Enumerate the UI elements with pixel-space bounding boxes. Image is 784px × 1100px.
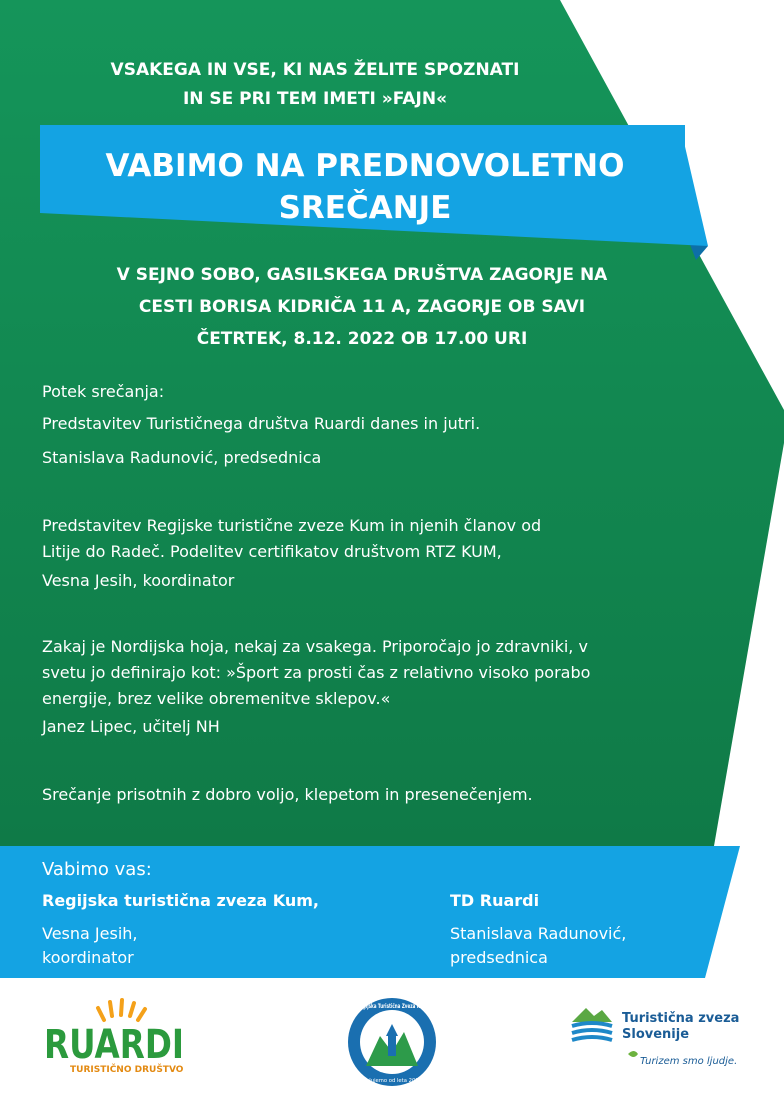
program-item-1-title: Predstavitev Turističnega društva Ruardi danes in jutri. [42, 414, 481, 433]
footer-org-2-contact [450, 922, 626, 970]
tzs-name-line-2: Slovenije [622, 1027, 690, 1042]
program-closing: Srečanje prisotnih z dobro voljo, klepetom in presenečenjem. [42, 785, 533, 804]
ruardi-sun-icon [42, 996, 192, 1076]
footer-org-1-contact [42, 922, 137, 970]
program-item-2-line-1: Predstavitev Regijske turistične zveze Kum in njenih članov od [42, 516, 542, 535]
tzs-name-line-1: Turistična zveza [622, 1011, 740, 1026]
footer-org-2-role: predsednica [450, 948, 548, 967]
venue-text [0, 259, 724, 355]
intro-text [0, 56, 630, 114]
program-item-2-speaker: Vesna Jesih, koordinator [42, 571, 235, 590]
tzs-slogan: Turizem smo ljudje. [640, 1056, 738, 1067]
footer-org-1-role: koordinator [42, 948, 134, 967]
seal-text: Regijska Turistična Zveza Kum [357, 1003, 427, 1010]
program-item-3-text [42, 634, 762, 712]
footer-invite: Vabimo vas: [42, 859, 152, 880]
program-item-3-line-2: svetu jo definirajo kot: »Šport za prosti čas z relativno visoko porabo [42, 663, 591, 682]
venue-line-3: ČETRTEK, 8.12. 2022 OB 17.00 URI [196, 329, 528, 349]
tzs-logo [568, 1000, 758, 1080]
venue-line-2: CESTI BORISA KIDRIČA 11 A, ZAGORJE OB SAVI [138, 297, 586, 317]
program-heading: Potek srečanja: [42, 382, 165, 401]
program-item-3-speaker: Janez Lipec, učitelj NH [42, 717, 220, 736]
program-item-2-title [42, 513, 762, 565]
footer-org-1-name: Regijska turistična zveza Kum, [42, 891, 319, 910]
program-item-1-speaker: Stanislava Radunović, predsednica [42, 448, 322, 467]
venue-line-1: V SEJNO SOBO, GASILSKEGA DRUŠTVA ZAGORJE NA [116, 265, 608, 285]
intro-line-1: VSAKEGA IN VSE, KI NAS ŽELITE SPOZNATI [110, 60, 520, 80]
program-item-3-line-3: energije, brez velike obremenitve sklepov.« [42, 689, 391, 708]
program-item-2-line-2: Litije do Radeč. Podelitev certifikatov društvom RTZ KUM, [42, 542, 502, 561]
ruardi-subtitle: TURISTIČNO DRUŠTVO [70, 1065, 184, 1075]
footer-org-2-person: Stanislava Radunović, [450, 924, 627, 943]
ruardi-logo [42, 996, 192, 1076]
tzs-mountain-icon [568, 1000, 758, 1080]
footer-org-1-person: Vesna Jesih, [42, 924, 138, 943]
headline-line-2: SREČANJE [278, 190, 452, 226]
rtz-kum-seal [346, 996, 438, 1088]
footer-org-2-name: TD Ruardi [450, 891, 540, 910]
intro-line-2: IN SE PRI TEM IMETI »FAJN« [182, 89, 448, 109]
leaf-icon [628, 1051, 638, 1057]
seal-emblem-icon [346, 996, 438, 1088]
ruardi-wordmark: RUARDI [44, 1022, 184, 1068]
program-item-3-line-1: Zakaj je Nordijska hoja, nekaj za vsakega. Priporočajo jo zdravniki, v [42, 637, 588, 656]
seal-year: Delujemo od leta 2018 [362, 1078, 422, 1084]
headline [40, 145, 690, 229]
headline-line-1: VABIMO NA PREDNOVOLETNO [105, 148, 625, 184]
